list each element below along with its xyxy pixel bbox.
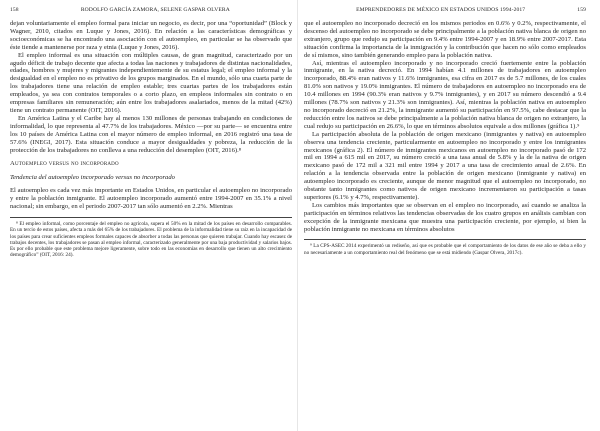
right-page [304, 6, 586, 426]
page-gutter [297, 0, 298, 431]
left-running-header [10, 6, 292, 14]
right-footnotes [304, 239, 586, 255]
left-paragraph-1: dejan voluntariamente el empleo formal para iniciar un negocio, es decir, por una “oportunidad” (Block y Wagner, 2010, citados en Luque y Jones, 2016). En relación a las características demográficas y socioeconómicas se ha encontrado una asociación con el autoempleo, en particular se ha observado que éste tiende a mantenerse por raza y etnia (Luque y Jones, 2016). [10, 20, 292, 51]
right-page-number: 159 [577, 7, 586, 13]
right-running-header [304, 6, 586, 14]
left-section-paragraph-1: El autoempleo es cada vez más importante en Estados Unidos, en particular el autoempleo no incorporado y entre la población inmigrante. El autoempleo incorporado aumentó entre 1994-2007 en 35.1% a nivel nacional; sin embargo, en el periodo 2007-2017 tan sólo aumentó en 2.2%. Mientras [10, 187, 292, 211]
left-page-number: 158 [10, 7, 19, 13]
footnote-8: ⁸ El empleo informal, como porcentaje del empleo no agrícola, supera el 50% en la mitad de los países en desarrollo comparables. En un tercio de estos países, afecta a más del 65% de los trabajadores. El problema de la informalidad tiene su raíz en la incapacidad de los países para crear suficientes empleos formales capaces de absorber a todas las personas que quieren trabajar. Cuando hay escasez de trabajos decentes, los trabajadores se pasan al empleo informal, caracterizado generalmente por una baja productividad y salarios bajos. Es por ello probable que este problema mejore ligeramente, sobre todo en las economías en desarrollo que tienen un alto crecimiento demográfico” (OIT, 2016: 24). [10, 221, 292, 259]
right-running-head-title: EMPRENDEDORES DE MÉXICO EN ESTADOS UNIDOS 1994-2017 [356, 7, 526, 13]
right-paragraph-3: La participación absoluta de la población de origen mexicano (inmigrantes y nativa) en autoempleo observa una tendencia creciente, particularmente en autoempleo no incorporado y entre los inmigrantes mexicanos (gráfica 2). El número de inmigrantes mexicanos en autoempleo no incorporado pasó de 172 mil en 1994 a 615 mil en 2017, su número creció a una tasa anual de 5.8% y la de la nativa de origen mexicano pasó de 172 mil a 321 mil entre 1994 y 2017 a una tasa de crecimiento anual de 2.6%. En relación a la tendencia observada entre la población de origen mexicano (inmigrante y nativa) en autoempleo incorporado es creciente, aunque de menor magnitud que el autoempleo no incorporado, no obstante tanto inmigrantes como nativos de origen mexicano incrementaron su participación a tasas superiores (6.1% y 4.7%, respectivamente). [304, 130, 586, 201]
left-footnotes [10, 217, 292, 258]
footnote-9: ⁹ La CPS-ASEC 2014 experimentó un rediseño, así que es probable que el comportamiento de los datos de ese año se deba a ello y no necesariamente a un comportamiento real del fenómeno que se está midiendo (Gaspar Olvera, 2017c). [304, 243, 586, 256]
section-heading: Autoempleo versus no incorporado [10, 160, 119, 168]
left-paragraph-2: El empleo informal es una situación con múltiples causas, de gran magnitud, caracterizado por un agudo déficit de trabajo decente que afecta a todas las naciones y trabajadores de distintas nacionalidades, edades, hombres y mujeres y migrantes independientemente de su estatus legal; el empleo informal y la desigualdad en el empleo no es privativo de los grupos marginados. En el mundo, sólo una cuarta parte de los trabajadores tiene una relación de empleo estable; tres cuartas partes de los trabajadores están empleados, ya sea con contratos temporales o a corto plazo, en empleos informales sin contrato o en empresas familiares sin remuneración; aún entre los trabajadores asalariados, menos de la mitad (42%) tiene un contrato permanente (OIT, 2016). [10, 51, 292, 114]
left-running-head-authors: RODOLFO GARCÍA ZAMORA, SELENE GASPAR OLVERA [80, 7, 230, 13]
right-paragraph-4: Los cambios más importantes que se observan en el empleo no incorporado, así cuando se analiza la participación en términos relativos las tendencias observadas de los cuatro grupos en análisis cambian con excepción de la inmigrante mexicana que muestra una participación creciente, por ejemplo, si bien la población inmigrante no mexicana en términos absolutos [304, 201, 586, 233]
right-paragraph-1: que el autoempleo no incorporado decreció en los mismos periodos en 0.6% y 0.2%, respectivamente, el descenso del autoempleo no incorporado se debe principalmente a la población nativa blanca de origen no extranjero, grupo que redujo su participación en 9.4% entre 1994-2007 y en 18.9% entre 2007-2017. Esta situación confirma la importancia de la inmigración y la contribución que hacen no sólo como empleados de sí mismos, sino también generando empleo para la población nativa. [304, 20, 586, 59]
left-page [10, 6, 292, 426]
subsection-heading: Tendencia del autoempleo incorporado versus no incorporado [10, 174, 175, 182]
right-paragraph-2: Así, mientras el autoempleo incorporado y no incorporado creció fuertemente entre la población inmigrante, en la nativa decreció. En 1994 habían 4.1 millones de trabajadores en autoempleo incorporado, 88.4% eran nativos y 11.6% inmigrantes, esa cifra en 2017 es de 5.7 millones, de los cuales 81.0% son nativos y 19.0% inmigrantes. El número de trabajadores en autoempleo no incorporado era de 10.4 millones en 1994 (90.3% eran nativos y 9.7% inmigrantes), y en 2017 su número descendió a 9.4 millones (78.7% son nativos y 21.3% son inmigrantes). Así, mientras la población nativa en autoempleo no incorporado decreció en 21.2%, la inmigrante aumentó su participación en 97.5%, cabe destacar que la reducción entre los nativos se debe principalmente a la población nativa blanca de origen no extranjero, la cual redujo su participación en 26.6%, lo que en términos absolutos equivale a dos millones (gráfica 1).⁹ [304, 59, 586, 130]
left-paragraph-3: En América Latina y el Caribe hay al menos 130 millones de personas trabajando en condiciones de informalidad, lo que representa al 47.7% de los trabajadores. México —por su parte— se encuentra entre los 10 países de América Latina con el mayor número de empleo informal, en 2016 registró una tasa de 57.6% (INEGI, 2017). Esta situación conduce a mayor desigualdades y pobreza, la reducción de la protección de los trabajadores no conlleva a una reducción del desempleo (OIT, 2016).⁸ [10, 114, 292, 154]
